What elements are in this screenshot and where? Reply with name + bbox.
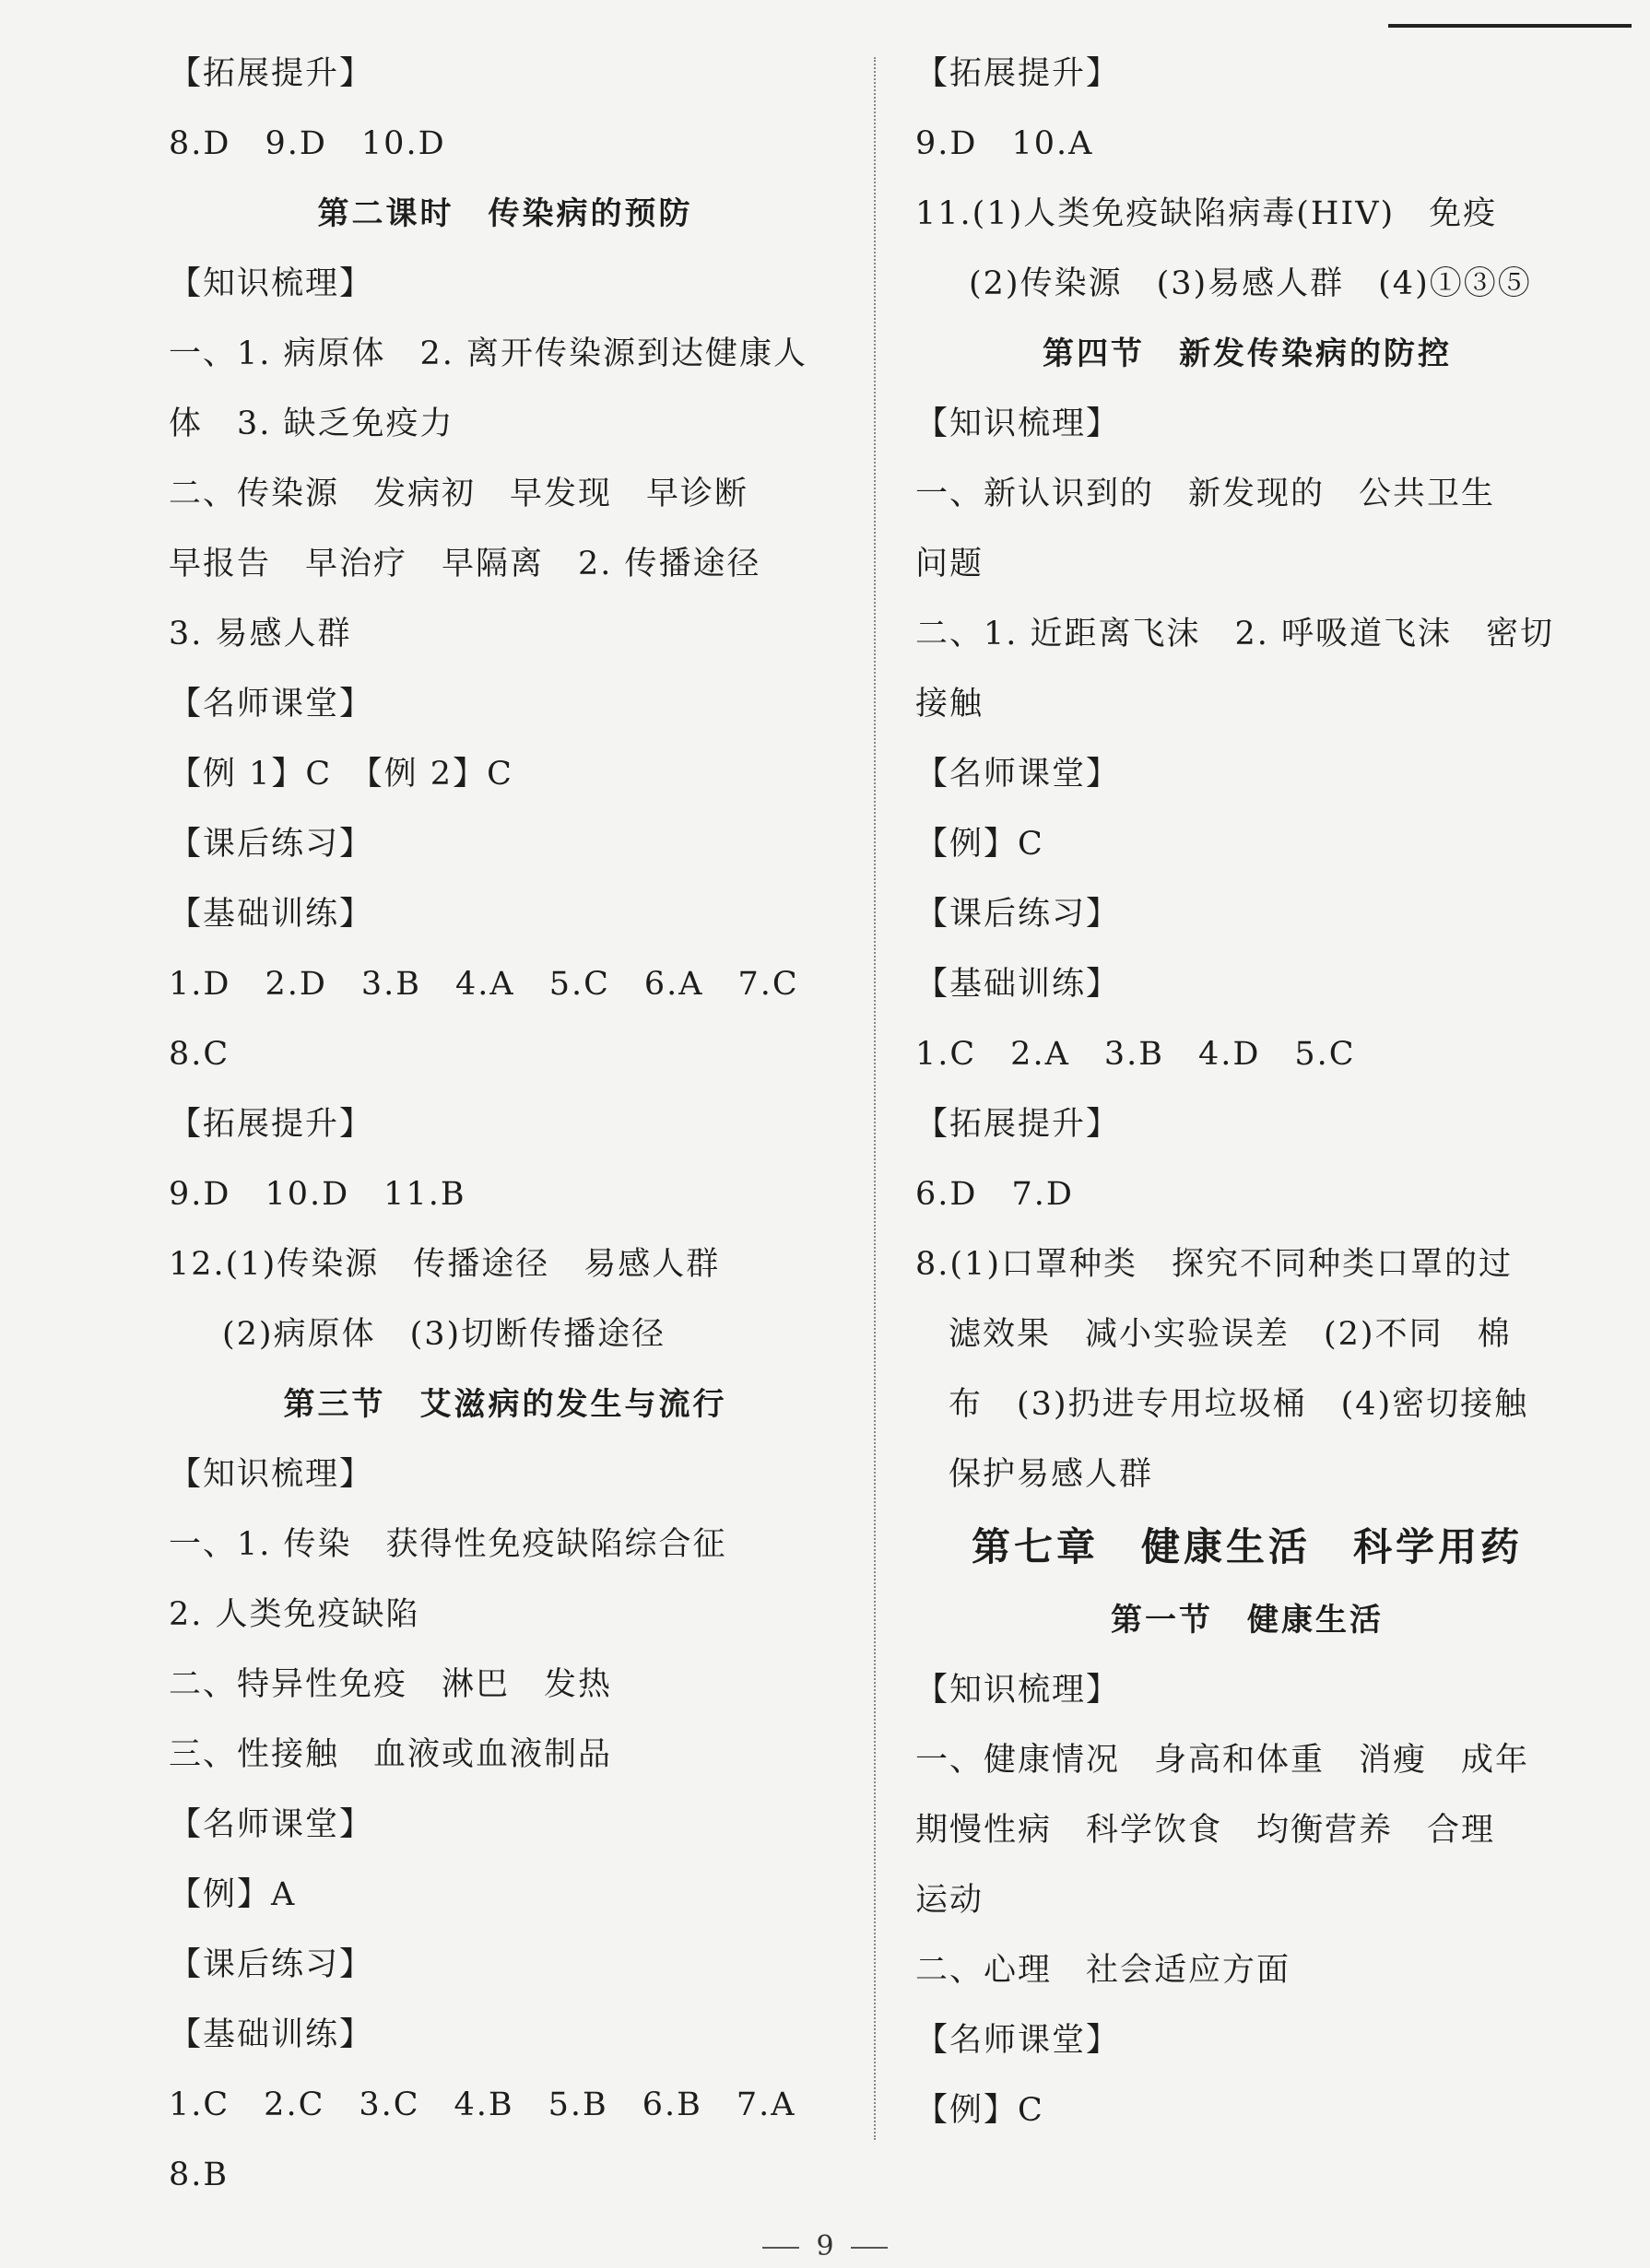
section-label: 【课后练习】 [169, 1946, 374, 1983]
page-number [0, 2230, 1650, 2262]
section-label: 【基础训练】 [169, 2016, 374, 2053]
answer-line: 【例 1】C 【例 2】C [169, 756, 513, 793]
answer-line: 接触 [915, 686, 984, 723]
answer-line: 1.C 2.A 3.B 4.D 5.C [915, 1036, 1356, 1073]
section-label: 【名师课堂】 [915, 756, 1121, 793]
section-label: 【基础训练】 [169, 896, 374, 933]
answer-line: 一、健康情况 身高和体重 消瘦 成年 [915, 1742, 1530, 1779]
answer-line: 一、1. 传染 获得性免疫缺陷综合征 [169, 1526, 727, 1563]
answer-line: 9.D 10.D 11.B [169, 1176, 466, 1213]
answer-line: 8.C [169, 1036, 230, 1073]
answer-line: 布 (3)扔进专用垃圾桶 (4)密切接触 [949, 1386, 1529, 1423]
answer-line: 二、心理 社会适应方面 [915, 1952, 1291, 1989]
answer-line: 8.D 9.D 10.D [169, 125, 446, 162]
section-label: 【拓展提升】 [169, 55, 374, 92]
dash-left [762, 2247, 799, 2249]
dash-right [851, 2247, 888, 2249]
answer-line: 12.(1)传染源 传播途径 易感人群 [169, 1246, 721, 1283]
answer-line: 1.D 2.D 3.B 4.A 5.C 6.A 7.C [169, 966, 799, 1003]
answer-line: 三、性接触 血液或血液制品 [169, 1736, 613, 1773]
section-label: 【课后练习】 [915, 896, 1121, 933]
section-label: 【课后练习】 [169, 826, 374, 863]
answer-line: 【例】A [169, 1876, 297, 1913]
left-column [169, 39, 842, 2210]
answer-line: 保护易感人群 [949, 1456, 1154, 1493]
answer-line: 运动 [915, 1882, 984, 1919]
section-label: 【拓展提升】 [915, 55, 1121, 92]
answer-line: 体 3. 缺乏免疫力 [169, 405, 454, 442]
answer-line: 二、传染源 发病初 早发现 早诊断 [169, 476, 749, 512]
section-label: 【知识梳理】 [169, 265, 374, 302]
answer-line: 【例】C [915, 2092, 1044, 2129]
answer-line: 一、1. 病原体 2. 离开传染源到达健康人 [169, 335, 808, 372]
section-label: 【知识梳理】 [169, 1456, 374, 1493]
answer-line: 11.(1)人类免疫缺陷病毒(HIV) 免疫 [915, 195, 1498, 232]
section-heading: 第一节 健康生活 [1111, 1602, 1384, 1639]
section-label: 【名师课堂】 [169, 1806, 374, 1843]
top-rule [1388, 24, 1632, 28]
answer-line: 6.D 7.D [915, 1176, 1074, 1213]
answer-line: 9.D 10.A [915, 125, 1094, 162]
answer-line: 一、新认识到的 新发现的 公共卫生 [915, 476, 1496, 512]
answer-line: 3. 易感人群 [169, 616, 352, 652]
section-label: 【名师课堂】 [169, 686, 374, 723]
section-label: 【名师课堂】 [915, 2022, 1121, 2059]
answer-line: 问题 [915, 546, 984, 582]
answer-line: 8.B [169, 2156, 230, 2193]
answer-line: 1.C 2.C 3.C 4.B 5.B 6.B 7.A [169, 2086, 796, 2123]
answer-line: 早报告 早治疗 早隔离 2. 传播途径 [169, 546, 761, 582]
answer-line: 2. 人类免疫缺陷 [169, 1596, 420, 1633]
section-label: 【知识梳理】 [915, 405, 1121, 442]
section-label: 【拓展提升】 [915, 1106, 1121, 1143]
chapter-heading: 第七章 健康生活 科学用药 [971, 1524, 1523, 1569]
answer-line: 二、特异性免疫 淋巴 发热 [169, 1666, 613, 1703]
answer-line: (2)传染源 (3)易感人群 (4)①③⑤ [969, 265, 1532, 302]
right-column [915, 39, 1579, 2145]
answer-line: 二、1. 近距离飞沫 2. 呼吸道飞沫 密切 [915, 616, 1555, 652]
page-number-text: 9 [816, 2230, 834, 2262]
answer-line: 滤效果 减小实验误差 (2)不同 棉 [949, 1316, 1512, 1353]
section-label: 【基础训练】 [915, 966, 1121, 1003]
section-label: 【拓展提升】 [169, 1106, 374, 1143]
section-label: 【知识梳理】 [915, 1672, 1121, 1709]
answer-line: (2)病原体 (3)切断传播途径 [222, 1316, 666, 1353]
section-heading: 第四节 新发传染病的防控 [1043, 335, 1452, 372]
column-divider [874, 57, 876, 2140]
answer-line: 【例】C [915, 826, 1044, 863]
section-heading: 第三节 艾滋病的发生与流行 [283, 1386, 727, 1423]
answer-line: 期慢性病 科学饮食 均衡营养 合理 [915, 1812, 1496, 1849]
answer-line: 8.(1)口罩种类 探究不同种类口罩的过 [915, 1246, 1513, 1283]
section-heading: 第二课时 传染病的预防 [317, 195, 693, 232]
